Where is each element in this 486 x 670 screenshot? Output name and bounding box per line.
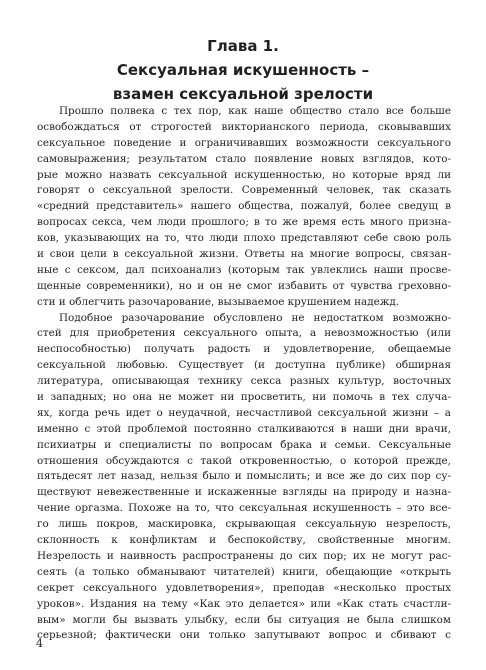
text-line: вопросах секса, чем люди прошлого; в то же время есть много призна- (37, 216, 451, 229)
text-line: неспособностью) получать радость и удовлетворение, обещаемые (37, 343, 451, 356)
paragraph (37, 311, 451, 645)
text-line: уроков». Издания на тему «Как это делается» или «Как стать счастли- (37, 597, 451, 610)
text-line: ществуют невежественные и искаженные взгляды на природу и назна- (37, 486, 451, 499)
paragraph (37, 104, 451, 311)
chapter-title-line: Сексуальная искушенность – (116, 61, 370, 79)
chapter-label: Глава 1. (207, 37, 279, 55)
text-line: Незрелость и наивность распространены до сих пор; их не могут рас- (37, 549, 451, 562)
text-line: серьезной; фактически они только запутывают вопрос и сбивают с (37, 629, 451, 642)
text-line: секрет сексуального удовлетворения», преподав «несколько простых (37, 581, 451, 594)
text-line: отношения обсуждаются с такой откровенностью, о которой прежде, (37, 454, 451, 467)
text-line: именно с этой проблемой постоянно сталкиваются в наши дни врачи, (37, 422, 451, 435)
text-line: склонность к конфликтам и беспокойству, свойственные многим. (37, 534, 451, 547)
text-line: сти и облегчить разочарование, вызываемое крушением надежд. (37, 295, 400, 308)
text-line: сеять (а только обманывают читателей) книги, обещающие «открыть (37, 565, 451, 578)
text-line: го лишь покров, маскировка, скрывающая сексуальную незрелость, (37, 518, 451, 531)
text-line: чение оргазма. Похоже на то, что сексуальная искушенность – это все- (37, 502, 451, 515)
text-line: ях, когда речь идет о неудачной, несчастливой сексуальной жизни – а (37, 406, 451, 419)
text-line: стей для приобретения сексуального опыта, а невозможностью (или (37, 327, 451, 340)
chapter-title-line: взамен сексуальной зрелости (112, 85, 374, 103)
body-text (37, 104, 451, 644)
text-line: вым» могли бы вызвать улыбку, если бы ситуация не была слишком (37, 613, 451, 626)
text-line: рые можно назвать сексуальной искушенностью, но которые вряд ли (37, 168, 451, 181)
text-line: Прошло полвека с тех пор, как наше общество стало все больше (59, 105, 451, 117)
text-line: сексуальное поведение и ограничивавших возможности сексуального (37, 136, 451, 149)
text-line: «средний представитель» нашего общества, пожалуй, более сведущ в (37, 200, 451, 213)
text-line: пятьдесят лет назад, нельзя было и помыслить; и все же до сих пор су- (37, 470, 451, 483)
text-line: литература, описывающая технику секса разных культур, восточных (37, 375, 451, 388)
text-line: психиатры и специалисты по вопросам брака и семьи. Сексуальные (37, 438, 451, 451)
text-line: щенные современники), но и он не смог избавить от чувства греховно- (37, 279, 451, 292)
chapter-heading (0, 34, 486, 106)
text-line: ков, указывающих на то, что люди плохо представляют себе свою роль (37, 232, 451, 245)
text-line: и западных; но она не может ни просветить, ни помочь в тех случа- (37, 391, 451, 404)
text-line: сексуальной любовью. Существует (и доступна публике) обширная (37, 359, 451, 372)
page-number: 4 (36, 637, 43, 650)
text-line: и свои цели в сексуальной жизни. Ответы на многие вопросы, связан- (37, 248, 451, 261)
text-line: освобождаться от строгостей викторианского периода, сковывавших (37, 120, 451, 133)
text-line: самовыражения; результатом стало появление новых взглядов, кото- (37, 152, 451, 165)
text-line: ные с сексом, дал психоанализ (которым так увлеклись наши просве- (37, 263, 451, 276)
text-line: говорят о сексуальной зрелости. Современный человек, так сказать (37, 184, 451, 197)
text-line: Подобное разочарование обусловлено не недостатком возможно- (59, 311, 451, 324)
